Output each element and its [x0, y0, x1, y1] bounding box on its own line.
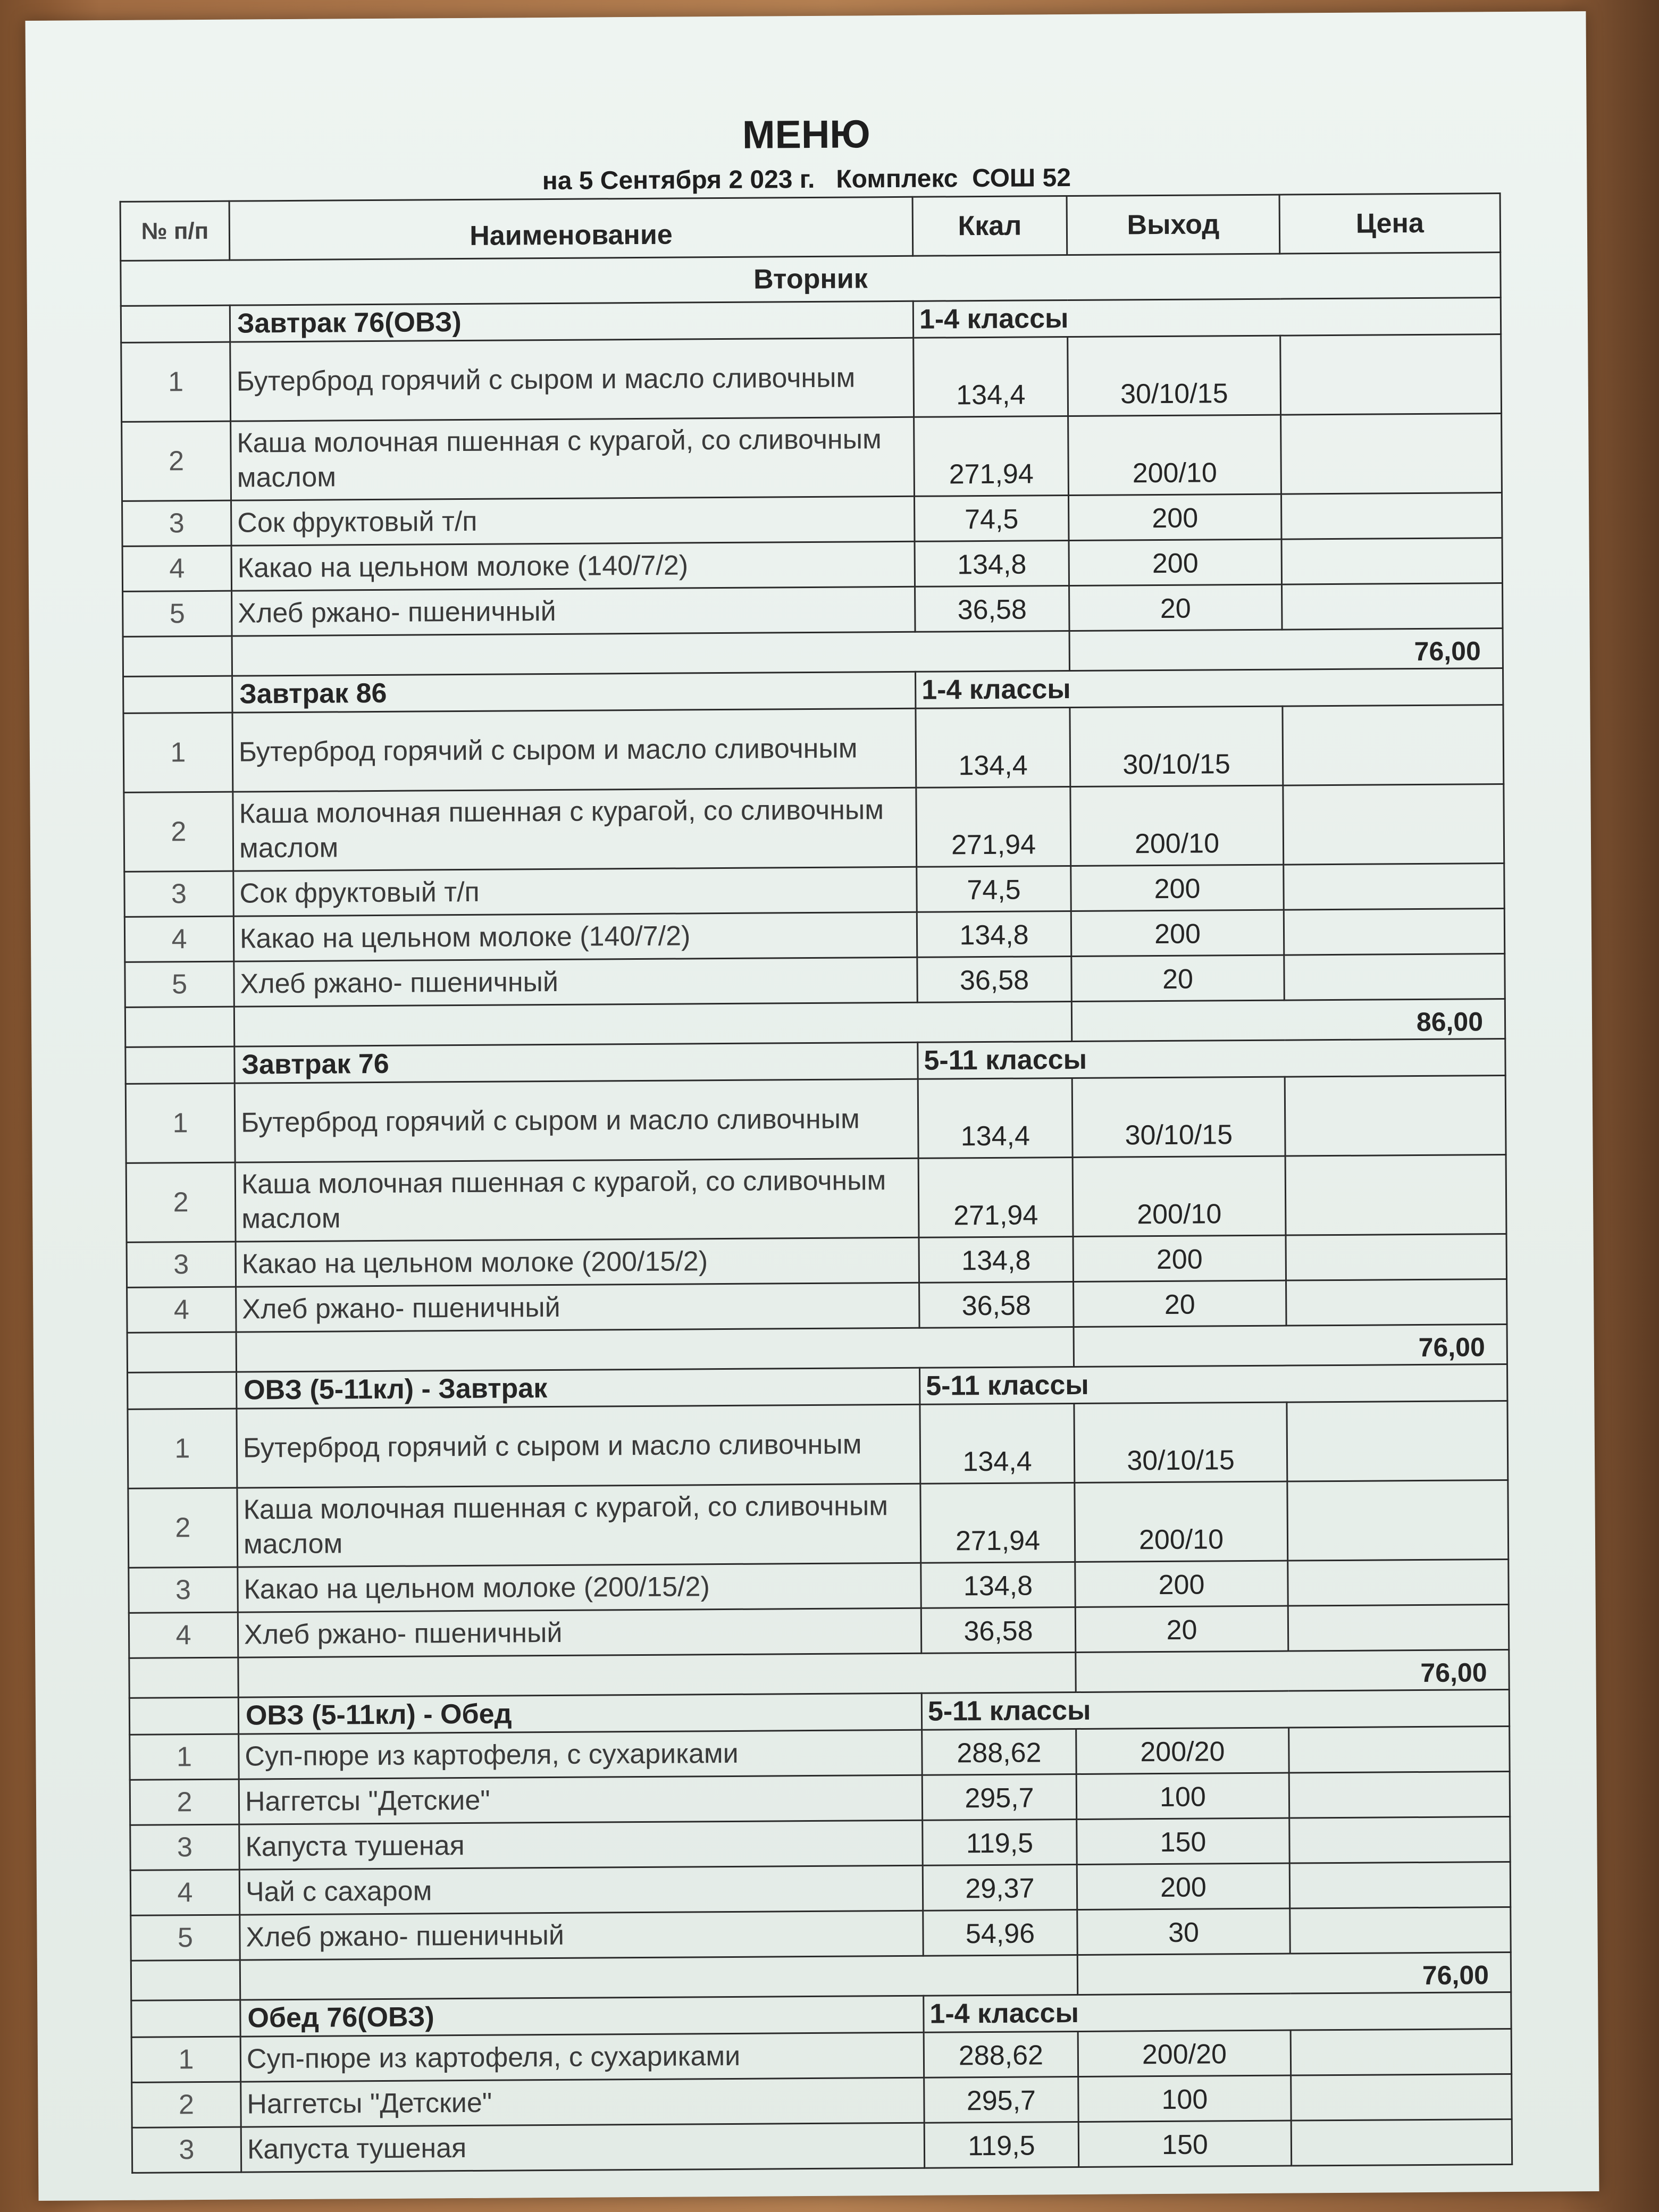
dish-name: Каша молочная пшенная с курагой, со сливочным маслом: [237, 1484, 921, 1567]
section-title: ОВЗ (5-11кл) - Завтрак: [237, 1368, 920, 1409]
dish-output: 200: [1071, 865, 1284, 911]
dish-price: [1284, 864, 1505, 910]
dish-kcal: 288,62: [924, 2031, 1078, 2077]
row-number: 3: [127, 1242, 236, 1287]
dish-output: 30/10/15: [1068, 336, 1281, 416]
dish-price: [1286, 1234, 1507, 1281]
dish-kcal: 36,58: [917, 957, 1072, 1003]
section-num-cell: [129, 1697, 238, 1735]
dish-price: [1281, 538, 1503, 585]
dish-price: [1287, 1480, 1509, 1561]
dish-kcal: 74,5: [917, 866, 1071, 912]
section-num-cell: [121, 305, 230, 342]
section-title: Обед 76(ОВЗ): [240, 1996, 924, 2037]
total-empty-cell: [127, 1332, 236, 1372]
total-empty-cell: [232, 631, 1069, 676]
dish-name: Бутерброд горячий с сыром и масло сливочным: [230, 338, 914, 421]
table-row: [130, 1727, 1510, 1780]
row-number: 5: [131, 1915, 240, 1960]
menu-table: [120, 192, 1513, 2174]
section-classes: 5-11 классы: [921, 1690, 1509, 1730]
dish-price: [1285, 1155, 1506, 1236]
dish-kcal: 134,4: [916, 708, 1070, 788]
table-row: [122, 493, 1502, 547]
section-total-price: 76,00: [1074, 1325, 1507, 1367]
dish-output: 200/20: [1078, 2030, 1291, 2076]
section-title: Завтрак 86: [232, 672, 916, 713]
dish-price: [1288, 1560, 1509, 1606]
dish-kcal: 134,4: [918, 1078, 1073, 1159]
dish-price: [1289, 1862, 1511, 1909]
table-row: [130, 1862, 1510, 1916]
total-empty-cell: [236, 1327, 1074, 1372]
row-number: 4: [130, 1870, 240, 1915]
dish-name: Хлеб ржано- пшеничный: [240, 1911, 923, 1960]
row-number: 3: [132, 2127, 241, 2173]
table-row: [125, 954, 1505, 1008]
table-row: [129, 1560, 1509, 1613]
dish-price: [1290, 1907, 1511, 1954]
dish-name: Сок фруктовый т/п: [233, 867, 917, 916]
dish-kcal: 134,8: [919, 1237, 1074, 1283]
section-classes: 5-11 классы: [920, 1364, 1507, 1405]
table-row: [123, 583, 1503, 637]
section-total-price: 76,00: [1069, 629, 1503, 671]
header-price: Цена: [1279, 194, 1501, 254]
section-total-price: 86,00: [1071, 999, 1505, 1042]
row-number: 3: [129, 1567, 238, 1613]
dish-price: [1285, 1076, 1506, 1157]
dish-name: Капуста тушеная: [239, 1820, 923, 1870]
menu-sheet: [26, 11, 1599, 2201]
dish-kcal: 36,58: [919, 1282, 1074, 1328]
dish-output: 200/10: [1075, 1481, 1288, 1562]
dish-output: 200: [1077, 1863, 1290, 1909]
dish-price: [1288, 1605, 1509, 1652]
row-number: 1: [125, 1083, 235, 1163]
dish-name: Какао на цельном молоке (140/7/2): [233, 912, 917, 961]
table-row: [127, 1234, 1506, 1288]
page-title: МЕНЮ: [742, 112, 870, 157]
dish-price: [1284, 909, 1505, 956]
row-number: 5: [123, 591, 232, 636]
dish-kcal: 295,7: [924, 2076, 1079, 2123]
dish-kcal: 119,5: [924, 2122, 1079, 2168]
dish-name: Каша молочная пшенная с курагой, со сливочным маслом: [235, 1158, 919, 1242]
dish-output: 200: [1073, 1235, 1286, 1281]
table-row: [127, 1279, 1507, 1333]
header-name: Наименование: [229, 197, 913, 260]
row-number: 4: [124, 916, 234, 962]
dish-price: [1291, 2119, 1512, 2166]
dish-name: Капуста тушеная: [241, 2123, 924, 2172]
dish-output: 30/10/15: [1072, 1077, 1285, 1157]
section-num-cell: [131, 2000, 240, 2037]
dish-kcal: 288,62: [922, 1729, 1077, 1775]
dish-name: Чай с сахаром: [239, 1865, 923, 1915]
row-number: 1: [131, 2037, 241, 2082]
section-total-price: 76,00: [1077, 1953, 1511, 1995]
dish-output: 30/10/15: [1070, 706, 1283, 786]
dish-name: Бутерброд горячий с сыром и масло сливочным: [234, 1079, 918, 1162]
dish-price: [1282, 583, 1503, 630]
table-row: [121, 334, 1502, 422]
table-row: [130, 1772, 1510, 1825]
row-number: 2: [130, 1779, 239, 1825]
dish-output: 200/10: [1073, 1156, 1286, 1236]
header-num: № п/п: [120, 201, 230, 261]
row-number: 1: [128, 1409, 237, 1488]
row-number: 4: [122, 546, 232, 591]
dish-price: [1281, 414, 1502, 495]
dish-kcal: 134,8: [915, 541, 1069, 587]
dish-name: Хлеб ржано- пшеничный: [236, 1283, 919, 1332]
dish-kcal: 134,8: [917, 911, 1071, 958]
dish-output: 20: [1075, 1606, 1288, 1652]
table-row: [124, 784, 1504, 872]
section-num-cell: [128, 1372, 237, 1409]
dish-name: Какао на цельном молоке (140/7/2): [231, 541, 915, 591]
table-row: [132, 2119, 1512, 2173]
table-row: [126, 1155, 1506, 1243]
section-classes: 1-4 классы: [916, 668, 1503, 709]
day-row: [121, 253, 1501, 306]
header-kcal: Ккал: [912, 196, 1067, 256]
dish-output: 150: [1077, 1818, 1290, 1864]
section-classes: 1-4 классы: [913, 298, 1501, 338]
dish-output: 30/10/15: [1074, 1402, 1287, 1482]
page-subtitle: на 5 Сентября 2 023 г. Комплекс СОШ 52: [542, 163, 1071, 196]
dish-output: 20: [1071, 955, 1285, 1001]
row-number: 1: [130, 1734, 239, 1780]
dish-name: Хлеб ржано- пшеничный: [238, 1608, 921, 1657]
table-row: [124, 864, 1504, 917]
dish-name: Какао на цельном молоке (200/15/2): [238, 1563, 921, 1612]
table-row: [124, 909, 1504, 962]
dish-name: Бутерброд горячий с сыром и масло сливочным: [237, 1404, 920, 1488]
total-empty-cell: [131, 1960, 240, 2000]
dish-kcal: 74,5: [914, 496, 1069, 542]
dish-kcal: 271,94: [914, 416, 1069, 497]
total-empty-cell: [125, 1007, 234, 1047]
dish-kcal: 29,37: [923, 1864, 1077, 1911]
row-number: 3: [124, 871, 234, 917]
section-classes: 1-4 классы: [924, 1992, 1511, 2033]
section-classes: 5-11 классы: [918, 1039, 1505, 1079]
row-number: 2: [124, 792, 233, 872]
row-number: 2: [126, 1162, 236, 1242]
dish-output: 200: [1075, 1561, 1288, 1607]
row-number: 2: [122, 421, 231, 501]
total-empty-cell: [234, 1002, 1071, 1047]
dish-name: Наггетсы "Детские": [241, 2077, 924, 2127]
table-row: [132, 2074, 1512, 2128]
dish-kcal: 119,5: [923, 1819, 1077, 1865]
dish-name: Бутерброд горячий с сыром и масло сливочным: [232, 708, 916, 792]
table-row: [125, 1076, 1506, 1163]
header-output: Выход: [1067, 195, 1280, 255]
dish-price: [1280, 334, 1502, 415]
table-row: [128, 1480, 1509, 1568]
dish-name: Каша молочная пшенная с курагой, со сливочным маслом: [233, 787, 917, 871]
section-title: Завтрак 76: [234, 1042, 918, 1083]
row-number: 2: [132, 2082, 241, 2127]
dish-price: [1287, 1401, 1508, 1482]
dish-price: [1291, 2029, 1512, 2076]
row-number: 3: [130, 1824, 240, 1870]
dish-price: [1286, 1279, 1507, 1326]
dish-output: 20: [1074, 1280, 1287, 1327]
dish-price: [1289, 1772, 1510, 1819]
dish-name: Наггетсы "Детские": [239, 1775, 922, 1824]
total-empty-cell: [123, 636, 232, 676]
dish-price: [1281, 493, 1502, 540]
dish-name: Хлеб ржано- пшеничный: [234, 957, 917, 1007]
dish-name: Суп-пюре из картофеля, с сухариками: [240, 2032, 924, 2082]
dish-price: [1284, 954, 1505, 1001]
table-row: [128, 1401, 1508, 1489]
dish-kcal: 36,58: [921, 1607, 1076, 1653]
total-empty-cell: [129, 1657, 238, 1698]
dish-price: [1283, 705, 1504, 786]
table-row: [123, 705, 1504, 793]
row-number: 1: [121, 342, 231, 422]
table-row: [131, 1907, 1511, 1961]
dish-output: 100: [1076, 1773, 1289, 1819]
dish-output: 200: [1068, 494, 1281, 540]
row-number: 4: [129, 1612, 238, 1658]
dish-name: Сок фруктовый т/п: [231, 496, 915, 546]
dish-kcal: 134,4: [914, 337, 1068, 417]
dish-kcal: 271,94: [918, 1158, 1073, 1238]
dish-kcal: 271,94: [920, 1482, 1075, 1563]
dish-price: [1289, 1817, 1511, 1864]
dish-name: Какао на цельном молоке (200/15/2): [236, 1237, 919, 1287]
dish-price: [1291, 2074, 1512, 2121]
dish-kcal: 54,96: [923, 1909, 1078, 1956]
row-number: 2: [128, 1488, 238, 1568]
dish-name: Хлеб ржано- пшеничный: [232, 586, 915, 636]
dish-kcal: 36,58: [915, 586, 1070, 632]
dish-output: 150: [1078, 2121, 1292, 2167]
dish-kcal: 134,8: [921, 1562, 1076, 1608]
dish-kcal: 134,4: [920, 1404, 1075, 1484]
dish-output: 200: [1071, 910, 1284, 956]
table-row: [122, 538, 1502, 592]
total-empty-cell: [238, 1652, 1076, 1697]
table-row: [129, 1605, 1509, 1658]
section-title: Завтрак 76(ОВЗ): [230, 301, 913, 342]
dish-price: [1283, 784, 1504, 865]
dish-output: 200/20: [1076, 1728, 1289, 1774]
dish-output: 30: [1077, 1908, 1291, 1955]
dish-output: 200/10: [1070, 785, 1284, 866]
section-num-cell: [125, 1046, 234, 1084]
section-title: ОВЗ (5-11кл) - Обед: [238, 1693, 921, 1734]
section-total-price: 76,00: [1076, 1650, 1509, 1692]
dish-name: Каша молочная пшенная с курагой, со сливочным маслом: [231, 417, 915, 500]
row-number: 1: [123, 713, 233, 792]
table-row: [122, 414, 1502, 501]
row-number: 3: [122, 500, 232, 546]
dish-output: 20: [1069, 584, 1283, 631]
dish-output: 200/10: [1068, 415, 1281, 495]
dish-output: 100: [1078, 2075, 1292, 2122]
section-num-cell: [123, 676, 232, 713]
total-empty-cell: [240, 1955, 1077, 2000]
dish-output: 200: [1069, 539, 1282, 585]
day-label: Вторник: [121, 253, 1501, 306]
dish-price: [1289, 1727, 1510, 1773]
table-row: [131, 2029, 1511, 2083]
table-header-row: [120, 194, 1501, 261]
row-number: 4: [127, 1287, 237, 1333]
row-number: 5: [125, 961, 234, 1007]
dish-kcal: 271,94: [916, 787, 1071, 867]
dish-name: Суп-пюре из картофеля, с сухариками: [239, 1730, 922, 1779]
table-row: [130, 1817, 1510, 1871]
dish-kcal: 295,7: [922, 1774, 1077, 1820]
